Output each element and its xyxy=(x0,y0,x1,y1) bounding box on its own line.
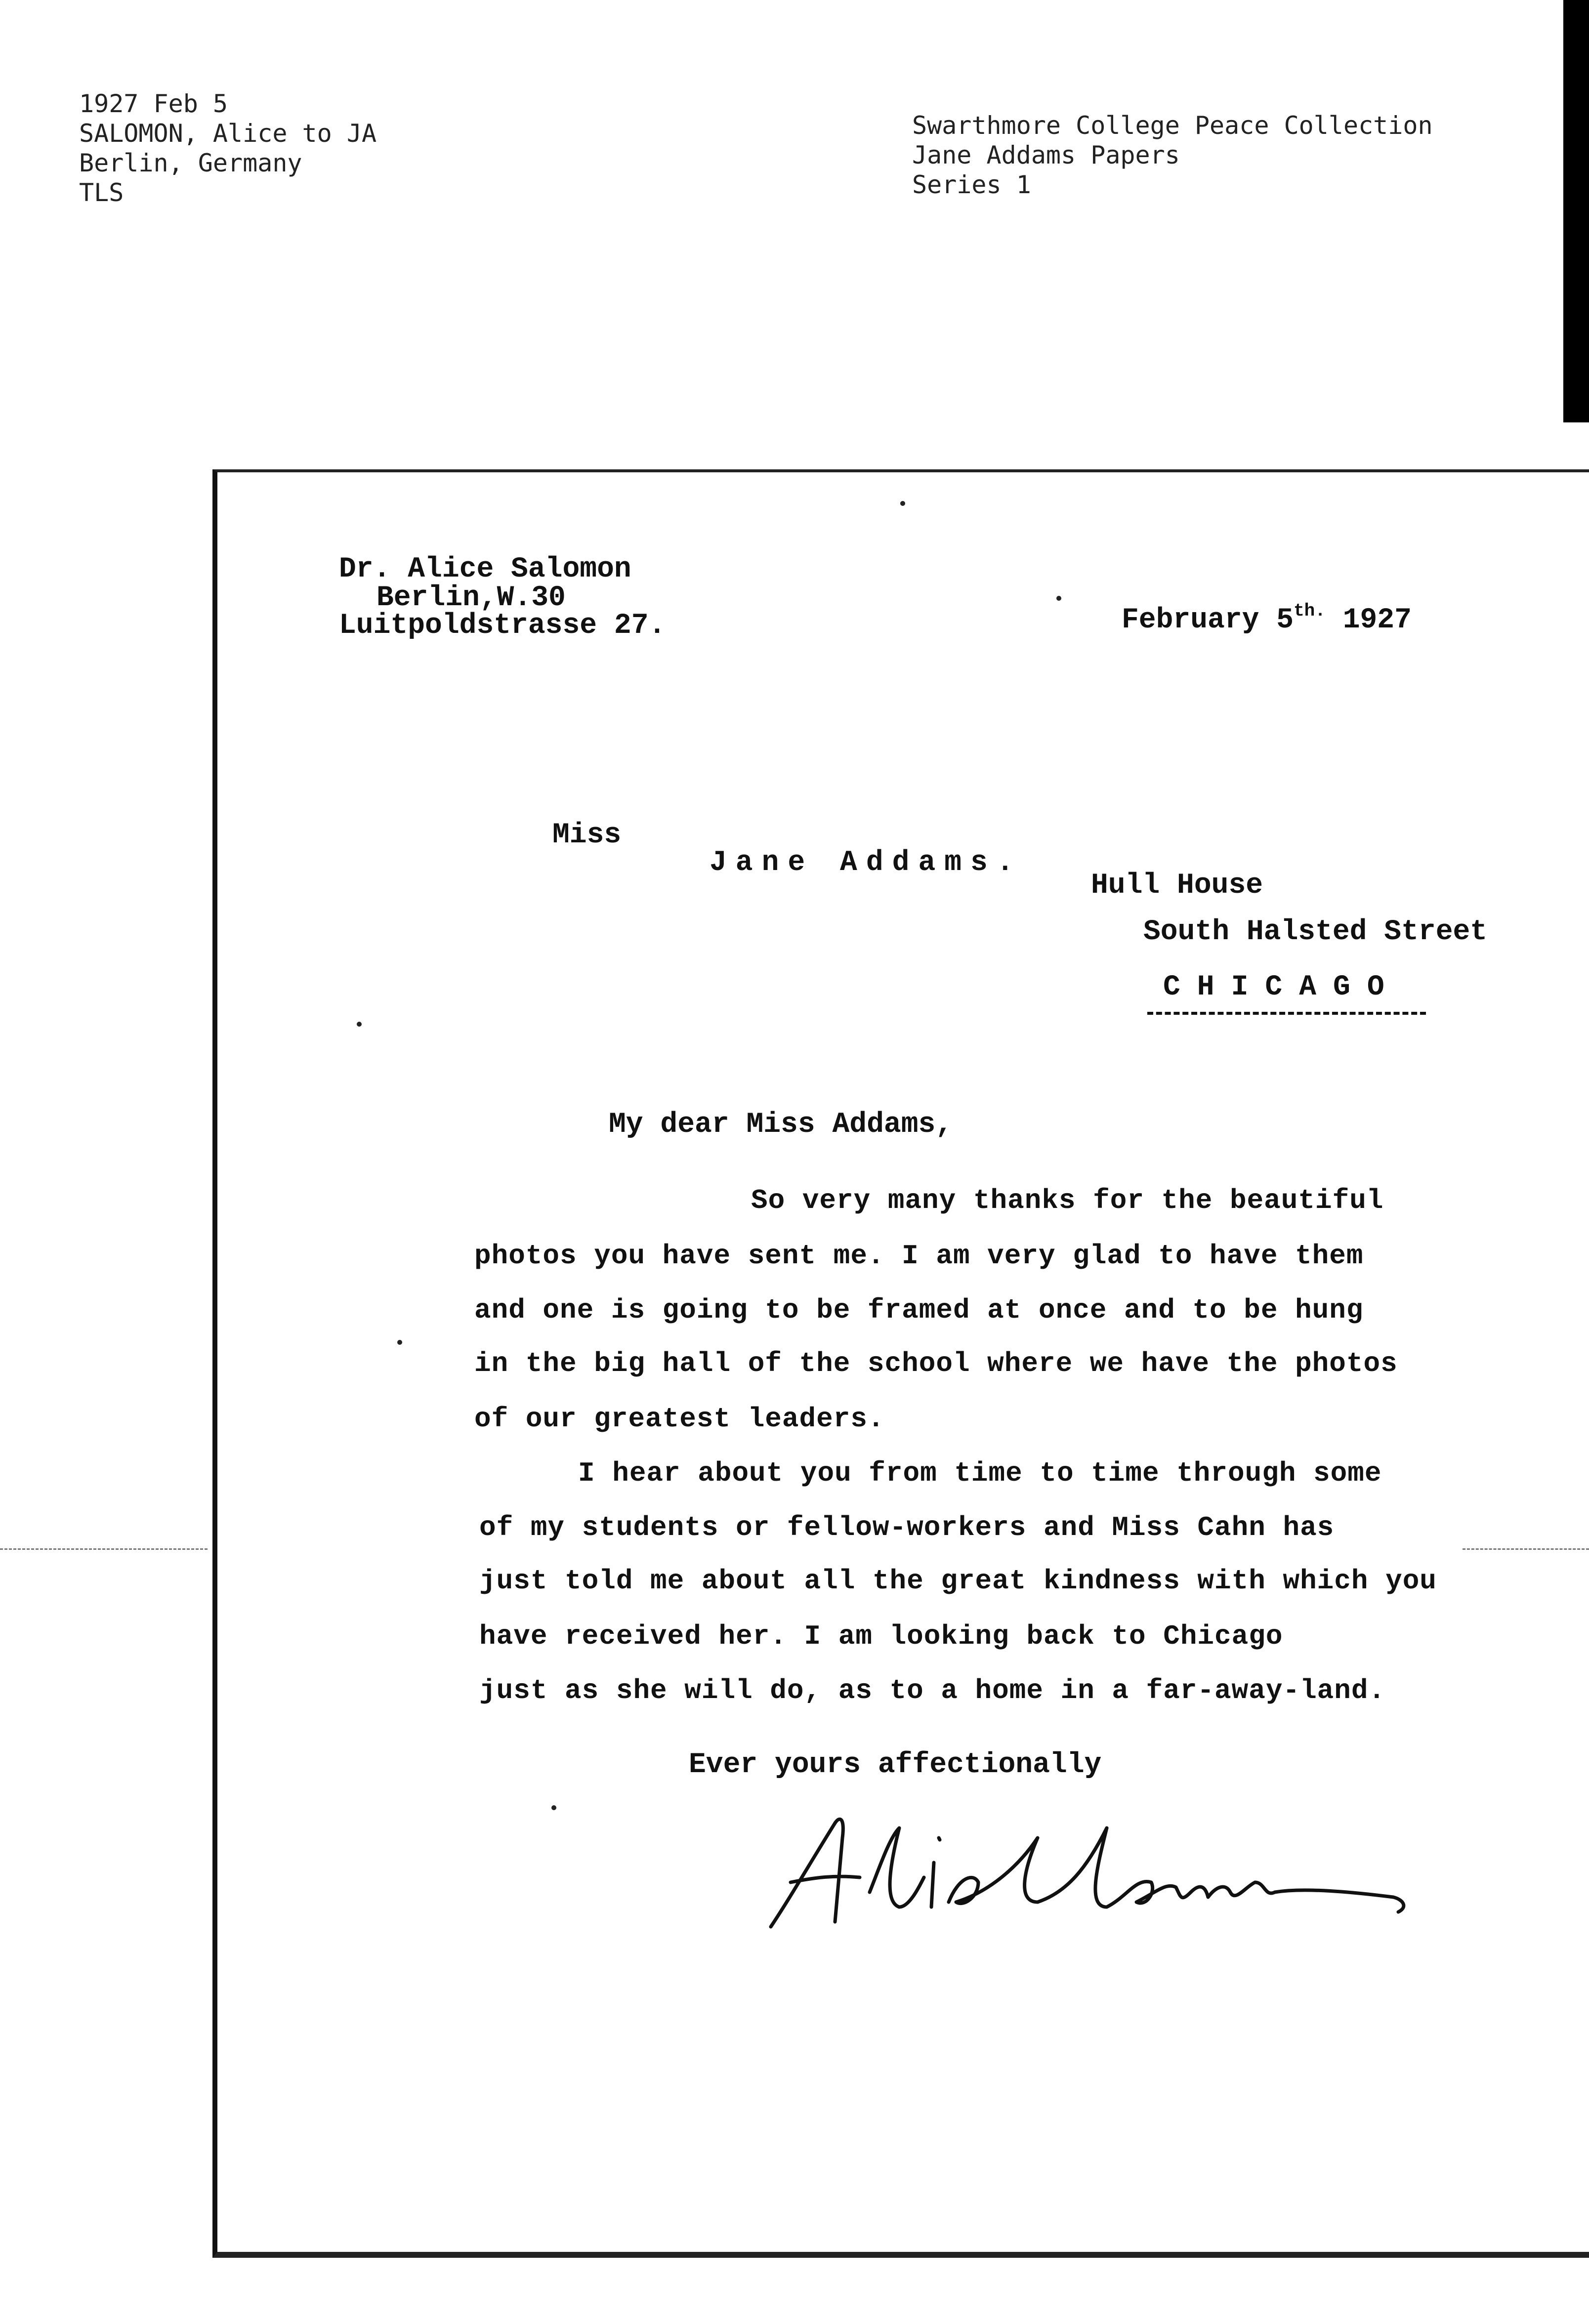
date-year: 1927 xyxy=(1342,604,1412,636)
fold-line-left xyxy=(0,1548,208,1550)
body-line: I hear about you from time to time through some xyxy=(578,1457,1382,1489)
archive-type: TLS xyxy=(79,178,124,207)
body-line: have received her. I am looking back to Chicago xyxy=(479,1620,1283,1652)
archive-series: Series 1 xyxy=(912,170,1031,199)
recipient-city: CHICAGO xyxy=(1163,971,1401,1003)
city-underline xyxy=(1147,1012,1426,1015)
archive-label-left xyxy=(79,89,376,208)
body-line: So very many thanks for the beautiful xyxy=(751,1185,1384,1216)
archive-place: Berlin, Germany xyxy=(79,149,302,177)
body-line: photos you have sent me. I am very glad to have them xyxy=(474,1240,1364,1272)
scan-speck xyxy=(900,501,905,506)
date-suffix: th. xyxy=(1294,601,1326,621)
body-line: just told me about all the great kindness with which you xyxy=(479,1565,1437,1597)
archive-collection: Swarthmore College Peace Collection xyxy=(912,111,1433,140)
closing: Ever yours affectionally xyxy=(689,1749,1102,1781)
body-line: of my students or fellow-workers and Miss Cahn has xyxy=(479,1512,1335,1543)
body-line: of our greatest leaders. xyxy=(474,1403,885,1435)
archive-date: 1927 Feb 5 xyxy=(79,89,228,118)
scan-speck xyxy=(1056,596,1061,601)
scan-speck xyxy=(397,1340,402,1345)
scan-edge xyxy=(1563,0,1589,422)
archive-label-right xyxy=(912,111,1433,200)
body-line: in the big hall of the school where we have the photos xyxy=(474,1348,1398,1379)
fold-line-right xyxy=(1463,1548,1589,1550)
recipient-street: South Halsted Street xyxy=(1143,916,1488,948)
date-prefix: February 5 xyxy=(1122,604,1294,636)
scan-speck xyxy=(551,1805,556,1810)
sender-street: Luitpoldstrasse 27. xyxy=(339,610,666,642)
sender-name: Dr. Alice Salomon xyxy=(339,553,631,585)
recipient-house: Hull House xyxy=(1091,870,1263,902)
archive-papers: Jane Addams Papers xyxy=(912,141,1180,169)
recipient-name: Jane Addams. xyxy=(710,847,1023,879)
recipient-title: Miss xyxy=(552,819,622,851)
salutation: My dear Miss Addams, xyxy=(609,1109,953,1141)
signature xyxy=(761,1808,1443,1937)
letter-date xyxy=(1122,601,1412,636)
body-line: just as she will do, as to a home in a far-away-land. xyxy=(479,1675,1386,1706)
scan-speck xyxy=(357,1022,362,1027)
sender-city: Berlin,W.30 xyxy=(376,582,566,614)
archive-correspondents: SALOMON, Alice to JA xyxy=(79,119,377,148)
body-line: and one is going to be framed at once and to be hung xyxy=(474,1294,1364,1326)
